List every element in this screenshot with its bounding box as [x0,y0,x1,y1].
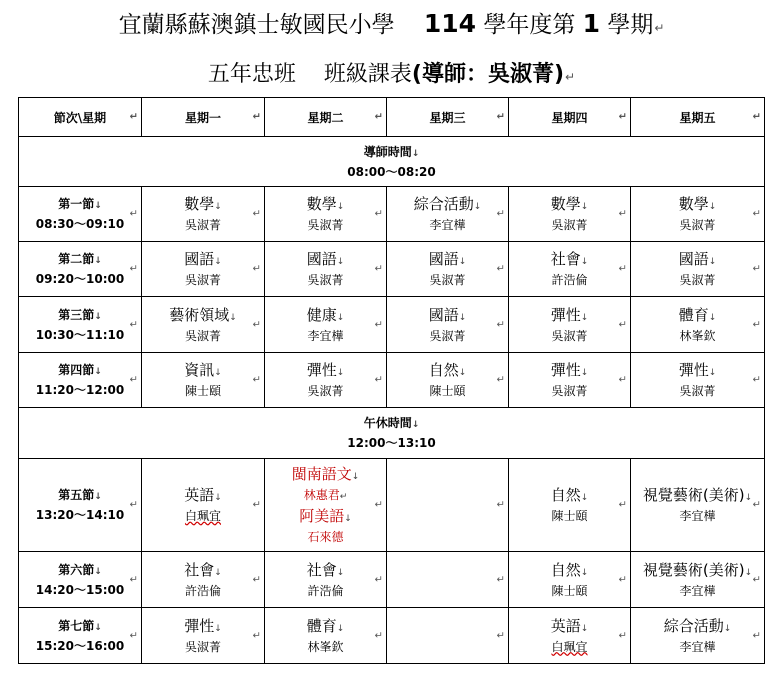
period-label [19,353,142,408]
cell-mark-icon: ↵ [374,630,383,641]
class-cell [631,552,765,608]
subject-name: 國語↓ [306,250,345,268]
cell-mark-icon: ↵ [129,208,138,220]
class-name: 五年忠班 [207,62,296,87]
teacher-name: 吳淑菁 [551,328,588,343]
schedule-label: 班級課表 [323,62,412,87]
period-name: 第五節↓ [58,488,102,502]
line-break-icon: ↓ [744,567,753,578]
mentor-time-row [19,137,765,187]
header-row [19,98,765,137]
line-break-icon: ↓ [214,493,222,503]
class-cell [265,608,387,664]
cell-mark-icon: ↵ [618,111,627,123]
class-cell [265,552,387,608]
header-day-4 [509,98,631,137]
line-break-icon: ↓ [473,202,482,212]
cell-mark-icon: ↵ [129,499,138,511]
line-break-icon: ↓ [94,256,102,266]
period-name: 第七節↓ [58,618,102,633]
cell-mark-icon: ↵ [374,263,383,275]
class-cell [265,297,387,353]
period-label [19,608,142,664]
cell-mark-icon: ↵ [252,208,261,220]
class-cell [142,608,265,664]
line-break-icon: ↓ [214,623,222,634]
cell-mark-icon: ↵ [374,499,383,511]
line-break-icon: ↓ [580,623,589,634]
teacher-name: 陳士頤 [551,583,588,598]
header-day-5 [631,98,765,137]
mentor-time-time: 08:00～08:20 [347,164,436,179]
cell-mark-icon: ↵ [374,111,383,123]
teacher-name: 吳淑菁 [184,639,221,654]
teacher-name: 吳淑菁 [307,273,344,287]
line-break-icon: ↓ [708,202,717,212]
teacher-name: 石來德 [307,530,344,544]
class-cell [265,187,387,242]
class-cell [142,552,265,608]
class-cell [142,297,265,353]
subject-name: 彈性↓ [550,361,589,379]
cell-mark-icon: ↵ [129,111,138,123]
period-row [19,187,765,242]
class-cell [509,353,631,408]
school-name: 宜蘭縣蘇澳鎮士敏國民小學 [118,12,395,38]
period-label [19,297,142,353]
class-cell [387,297,509,353]
cell-mark-icon: ↵ [252,630,261,641]
class-cell [265,353,387,408]
line-break-icon: ↓ [336,202,345,212]
cell-mark-icon: ↵ [252,499,261,511]
teacher-name: 白珮宜 [551,639,588,654]
lunch-time-cell [19,408,765,459]
teacher-name: 白珮宜 [184,509,221,523]
period-row [19,608,765,664]
class-cell [142,459,265,552]
line-break-icon: ↓ [351,472,360,482]
class-cell [387,242,509,297]
cell-mark-icon: ↵ [129,630,138,641]
teacher-name: 李宜樺 [679,583,716,598]
cell-mark-icon: ↵ [129,263,138,275]
subject-name: 自然↓ [428,361,467,379]
class-cell [631,459,765,552]
cell-mark-icon: ↵ [752,630,761,641]
period-time: 10:30～11:10 [35,327,125,342]
period-time: 14:20～15:00 [35,582,125,597]
line-break-icon: ↓ [336,312,345,323]
teacher-name: 吳淑菁 [307,384,344,398]
mentor-name: (導師：吳淑菁) [411,62,565,87]
cell-mark-icon: ↵ [752,111,761,123]
cell-mark-icon: ↵ [496,374,505,386]
subject-name: 健康↓ [306,305,345,324]
class-cell [387,552,509,608]
teacher-name: 許浩倫 [307,583,344,598]
teacher-name: 李宜樺 [429,218,466,232]
class-cell [265,459,387,552]
cell-mark-icon: ↵ [374,574,383,585]
subject-name: 數學↓ [550,195,589,213]
cell-mark-icon: ↵ [374,319,383,330]
paragraph-mark-icon: ↵ [654,21,665,35]
subject-name: 彈性↓ [306,361,345,379]
class-cell [509,459,631,552]
class-cell [387,353,509,408]
class-cell [631,353,765,408]
timetable [18,97,765,664]
subject-name: 數學↓ [678,195,717,213]
header-label: 星期五 [679,110,716,125]
teacher-name: 吳淑菁 [184,273,221,287]
cell-mark-icon: ↵ [752,319,761,330]
school-year-label: 學年度第 [483,12,576,38]
class-title [0,58,783,94]
teacher-name: 林惠君↵ [303,488,348,502]
line-break-icon: ↓ [214,368,222,378]
subject-name: 數學↓ [306,195,345,213]
cell-mark-icon: ↵ [618,319,627,330]
subject-name: 視覺藝術(美術)↓ [642,560,753,579]
period-label [19,242,142,297]
teacher-name: 許浩倫 [184,583,221,598]
line-break-icon: ↓ [708,312,717,323]
class-cell [509,608,631,664]
class-cell [265,242,387,297]
header-label: 星期二 [307,110,344,125]
cell-mark-icon: ↵ [752,574,761,585]
cell-mark-icon: ↵ [496,630,505,641]
cell-mark-icon: ↵ [374,374,383,386]
cell-mark-icon: ↵ [752,263,761,275]
header-label: 星期三 [429,110,466,125]
line-break-icon: ↓ [411,420,420,430]
period-label [19,459,142,552]
class-cell [631,242,765,297]
period-row [19,353,765,408]
line-break-icon: ↓ [94,367,102,377]
header-corner [19,98,142,137]
teacher-name: 李宜樺 [679,639,716,654]
subject-name: 彈性↓ [550,305,589,324]
header-label: 星期四 [551,110,588,125]
line-break-icon: ↓ [336,368,345,378]
subject-name: 英語↓ [550,616,589,635]
subject-name: 綜合活動↓ [413,195,482,213]
class-cell [387,459,509,552]
school-title [0,6,783,46]
teacher-name: 吳淑菁 [184,328,221,343]
cell-mark-icon: ↵ [618,574,627,585]
teacher-name: 吳淑菁 [429,328,466,343]
cell-mark-icon: ↵ [496,574,505,585]
cell-mark-icon: ↵ [618,263,627,275]
teacher-name: 吳淑菁 [307,218,344,232]
period-name: 第四節↓ [58,363,102,377]
line-break-icon: ↓ [708,368,717,378]
cell-mark-icon: ↵ [618,499,627,511]
line-break-icon: ↓ [214,202,222,212]
period-row [19,242,765,297]
subject-name: 國語↓ [428,250,467,268]
line-break-icon: ↓ [580,312,589,323]
period-name: 第一節↓ [58,197,102,211]
lunch-time-time: 12:00～13:10 [347,436,436,450]
class-cell [509,552,631,608]
subject-name: 國語↓ [184,250,222,268]
cell-mark-icon: ↵ [752,374,761,386]
subject-name: 藝術領域↓ [169,305,237,324]
subject-name: 視覺藝術(美術)↓ [642,486,753,504]
line-break-icon: ↓ [94,566,102,577]
period-time: 15:20～16:00 [35,638,125,653]
header-day-2 [265,98,387,137]
teacher-name: 陳士頤 [551,509,588,523]
line-break-icon: ↓ [411,148,420,159]
period-time: 08:30～09:10 [35,217,125,231]
line-break-icon: ↓ [458,257,467,267]
cell-mark-icon: ↵ [752,499,761,511]
class-cell [631,297,765,353]
subject-name: 自然↓ [550,486,589,504]
class-cell [142,242,265,297]
teacher-name: 林峯欽 [307,639,344,654]
cell-mark-icon: ↵ [496,208,505,220]
class-cell [509,187,631,242]
line-break-icon: ↓ [580,202,589,212]
cell-mark-icon: ↵ [496,319,505,330]
line-break-icon: ↓ [744,493,753,503]
cell-mark-icon: ↵ [618,630,627,641]
line-break-icon: ↓ [94,311,102,322]
line-break-icon: ↓ [94,622,102,633]
subject-name: 體育↓ [306,616,345,635]
teacher-name: 陳士頤 [429,384,466,398]
subject-name: 彈性↓ [678,361,717,379]
period-name: 第二節↓ [58,252,102,266]
subject-name: 自然↓ [550,560,589,579]
period-row [19,459,765,552]
cell-mark-icon: ↵ [252,574,261,585]
teacher-name: 吳淑菁 [184,218,221,232]
period-name: 第六節↓ [58,562,102,577]
period-row [19,297,765,353]
cell-mark-icon: ↵ [618,208,627,220]
teacher-name: 吳淑菁 [429,273,466,287]
class-cell [142,353,265,408]
cell-mark-icon: ↵ [252,374,261,386]
teacher-name: 吳淑菁 [679,384,716,398]
header-day-3 [387,98,509,137]
line-break-icon: ↓ [336,623,345,634]
period-row [19,552,765,608]
teacher-name: 吳淑菁 [551,218,588,232]
subject-name: 社會↓ [306,560,345,579]
class-cell [142,187,265,242]
subject-name: 國語↓ [678,250,717,268]
mentor-time-cell [19,137,765,187]
paragraph-mark-icon: ↵ [565,70,576,84]
class-cell [631,608,765,664]
subject-name: 彈性↓ [184,616,222,635]
term-number: 1 [582,9,601,38]
line-break-icon: ↓ [214,257,222,267]
cell-mark-icon: ↵ [618,374,627,386]
header-day-1 [142,98,265,137]
mentor-time-label: 導師時間↓ [363,144,420,159]
class-cell [387,187,509,242]
subject-name: 阿美語↓ [299,507,352,525]
line-break-icon: ↓ [580,493,589,503]
line-break-icon: ↓ [336,257,345,267]
header-label: 星期一 [184,110,221,125]
cell-mark-icon: ↵ [129,374,138,386]
cell-mark-icon: ↵ [496,263,505,275]
term-label: 學期 [607,12,654,38]
subject-name: 體育↓ [678,305,717,324]
line-break-icon: ↓ [336,567,345,578]
class-cell [631,187,765,242]
teacher-name: 吳淑菁 [551,384,588,398]
school-year: 114 [423,9,477,38]
cell-mark-icon: ↵ [374,208,383,220]
line-break-icon: ↓ [344,514,352,524]
subject-name: 社會↓ [184,560,222,579]
teacher-name: 許浩倫 [551,273,588,287]
class-cell [509,242,631,297]
period-time: 11:20～12:00 [35,383,125,397]
line-break-icon: ↓ [580,368,589,378]
line-break-icon: ↓ [458,368,467,378]
class-cell [509,297,631,353]
header-label: 節次\星期 [53,110,107,125]
cell-mark-icon: ↵ [752,208,761,220]
teacher-name: 李宜樺 [307,328,344,343]
line-break-icon: ↓ [94,201,102,211]
subject-name: 國語↓ [428,305,467,324]
cell-mark-icon: ↵ [252,263,261,275]
period-time: 13:20～14:10 [35,508,125,522]
lunch-time-row [19,408,765,459]
line-break-icon: ↓ [580,257,589,267]
subject-name: 社會↓ [550,250,589,268]
line-break-icon: ↓ [458,312,467,323]
line-break-icon: ↓ [708,257,717,267]
line-break-icon: ↓ [94,492,102,502]
teacher-name: 陳士頤 [184,384,221,398]
cell-mark-icon: ↵ [252,111,261,123]
line-break-icon: ↓ [723,623,732,634]
subject-name: 資訊↓ [184,361,222,379]
cell-mark-icon: ↵ [129,574,138,585]
subject-name: 閩南語文↓ [291,465,360,483]
line-break-icon: ↓ [580,567,589,578]
period-label [19,187,142,242]
cell-mark-icon: ↵ [496,499,505,511]
cell-mark-icon: ↵ [252,319,261,330]
period-time: 09:20～10:00 [35,272,125,286]
lunch-time-label: 午休時間↓ [363,416,420,430]
teacher-name: 李宜樺 [679,509,716,523]
subject-name: 綜合活動↓ [663,616,732,635]
teacher-name: 吳淑菁 [679,218,716,232]
period-label [19,552,142,608]
subject-name: 英語↓ [184,486,222,504]
teacher-name: 林峯欽 [679,328,716,343]
cell-mark-icon: ↵ [129,319,138,330]
subject-name: 數學↓ [184,195,222,213]
class-cell [387,608,509,664]
cell-mark-icon: ↵ [496,111,505,123]
teacher-name: 吳淑菁 [679,273,716,287]
line-break-icon: ↓ [229,312,237,323]
line-break-icon: ↓ [214,567,222,578]
period-name: 第三節↓ [58,307,102,322]
